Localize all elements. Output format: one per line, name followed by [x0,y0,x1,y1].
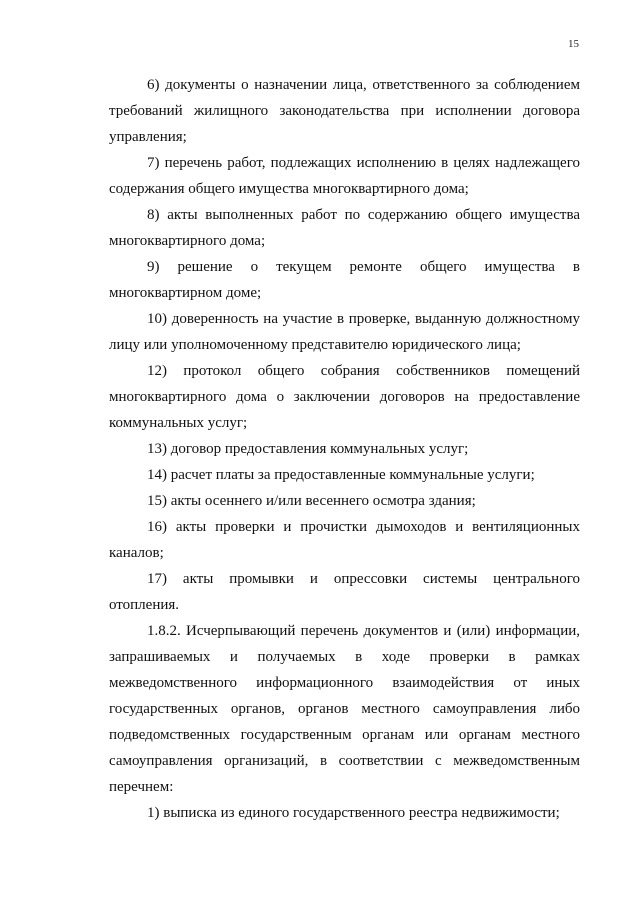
page-body [109,72,580,826]
paragraph-item-8: 8) акты выполненных работ по содержанию общего имущества многоквартирного дома; [109,207,580,249]
paragraph-item-6: 6) документы о назначении лица, ответственного за соблюдением требований жилищного законодательства при исполнении договора управления; [109,77,580,145]
paragraph-item-17: 17) акты промывки и опрессовки системы центрального отопления. [109,571,580,613]
paragraph-item-10: 10) доверенность на участие в проверке, выданную должностному лицу или уполномоченному представителю юридического лица; [109,311,580,353]
paragraph-item-15: 15) акты осеннего и/или весеннего осмотра здания; [147,493,476,509]
section-paragraph-1-8-2: 1.8.2. Исчерпывающий перечень документов и (или) информации, запрашиваемых и получаемых в ходе проверки в рамках межведомственного информационного взаимодействия от иных государственных органов, органов местного самоуправления либо подведомственных государственным органам или органам местного самоуправления организаций, в соответствии с межведомственным перечнем: [109,623,580,795]
paragraph-item-9: 9) решение о текущем ремонте общего имущества в многоквартирном доме; [109,259,580,301]
paragraph-item-12: 12) протокол общего собрания собственников помещений многоквартирного дома о заключении договоров на предоставление коммунальных услуг; [109,363,580,431]
paragraph-item-1: 1) выписка из единого государственного реестра недвижимости; [147,805,560,821]
paragraph-item-16: 16) акты проверки и прочистки дымоходов и вентиляционных каналов; [109,519,580,561]
paragraph-item-13: 13) договор предоставления коммунальных услуг; [147,441,469,457]
page-number: 15 [568,38,579,50]
paragraph-item-7: 7) перечень работ, подлежащих исполнению в целях надлежащего содержания общего имущества многоквартирного дома; [109,155,580,197]
paragraph-item-14: 14) расчет платы за предоставленные коммунальные услуги; [147,467,535,483]
